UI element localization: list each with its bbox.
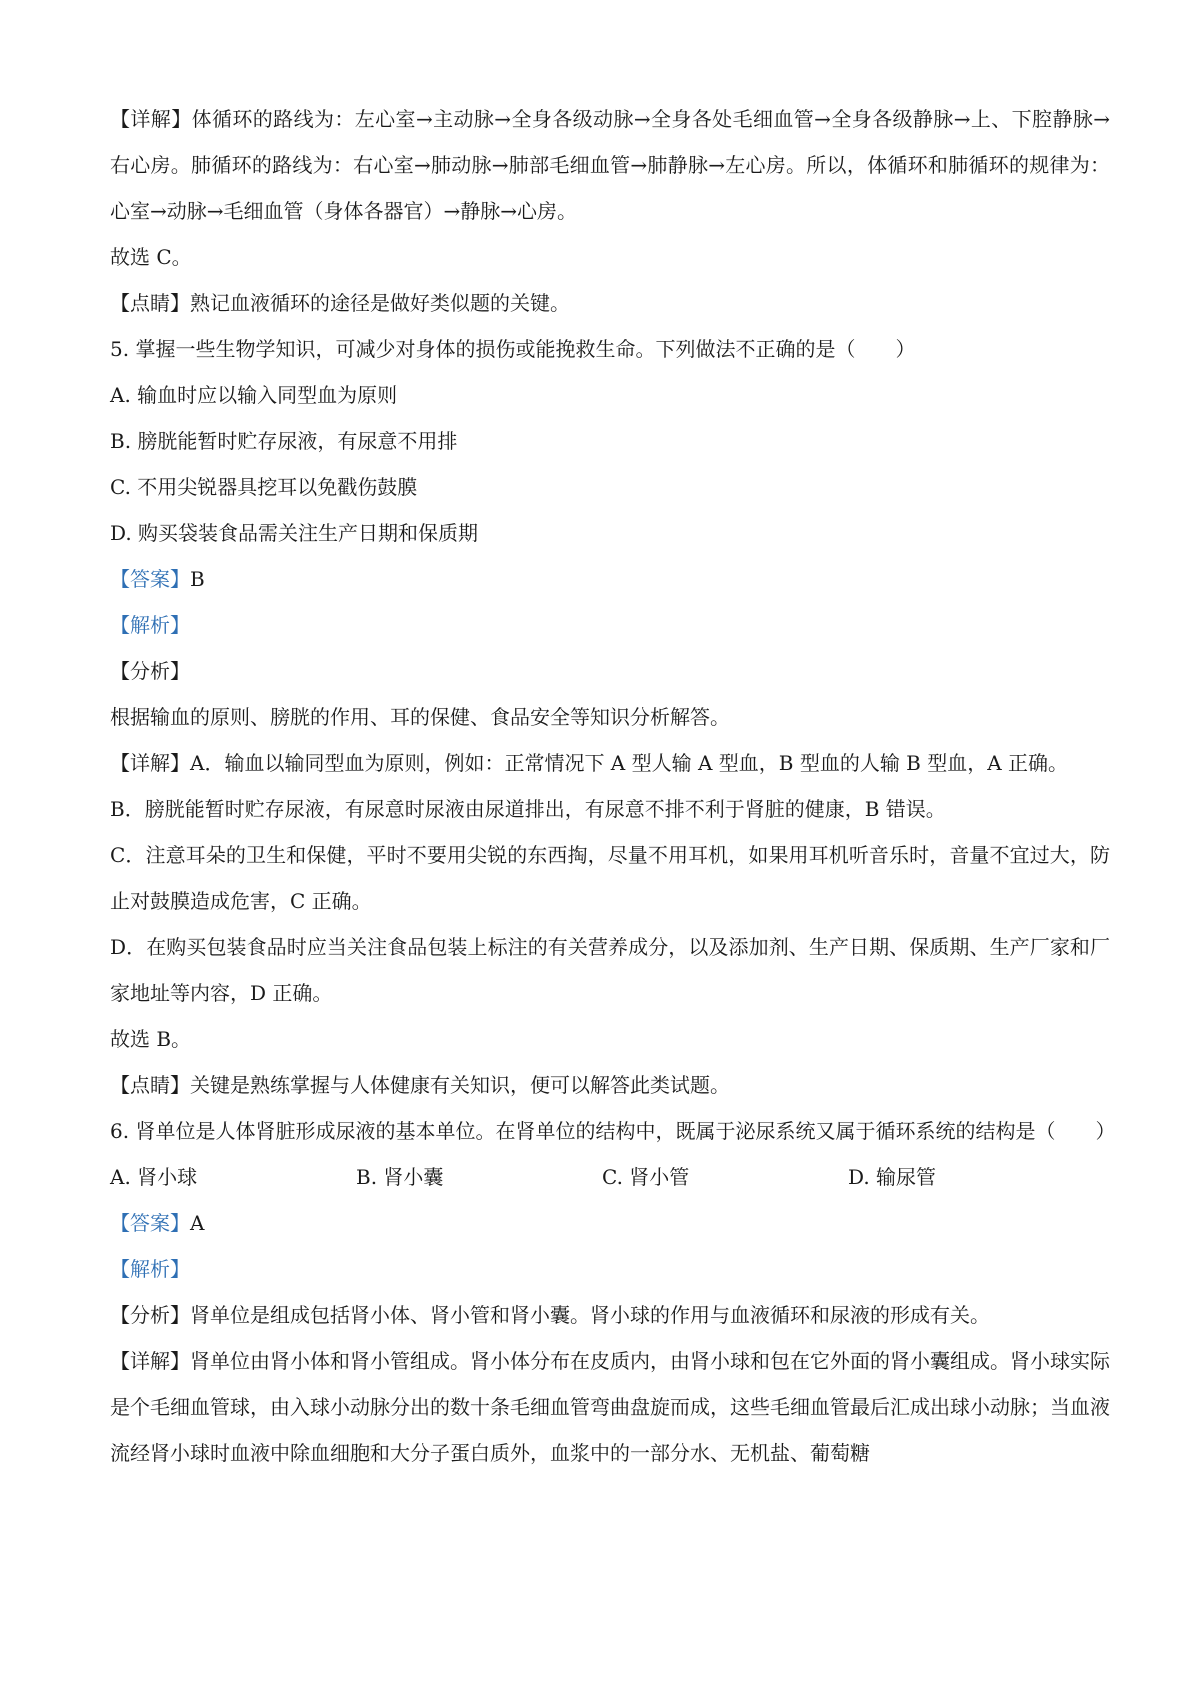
answer-label: 【答案】 bbox=[110, 567, 190, 591]
text-line: 根据输血的原则、膀胱的作用、耳的保健、食品安全等知识分析解答。 bbox=[110, 705, 730, 729]
text-line: D. 购买袋装食品需关注生产日期和保质期 bbox=[110, 521, 479, 545]
analysis-label: 【解析】 bbox=[110, 613, 190, 637]
text-line: B. 膀胱能暂时贮存尿液，有尿意不用排 bbox=[110, 429, 458, 453]
option-item: B. 肾小囊 bbox=[356, 1165, 444, 1189]
analysis-label: 【解析】 bbox=[110, 1257, 190, 1281]
text-line: 5. 掌握一些生物学知识，可减少对身体的损伤或能挽救生命。下列做法不正确的是（ ） bbox=[110, 337, 916, 361]
answer-label: 【答案】 bbox=[110, 1211, 190, 1235]
paragraph: C．注意耳朵的卫生和保健，平时不要用尖锐的东西掏，尽量不用耳机，如果用耳机听音乐时，音量不宜过大，防止对鼓膜造成危害，C 正确。 bbox=[110, 843, 1110, 913]
answer-value: A bbox=[190, 1211, 205, 1235]
text-line: A. 输血时应以输入同型血为原则 bbox=[110, 383, 398, 407]
paragraph: D．在购买包装食品时应当关注食品包装上标注的有关营养成分，以及添加剂、生产日期、保质期、生产厂家和厂家地址等内容，D 正确。 bbox=[110, 935, 1110, 1005]
answer-line bbox=[110, 1200, 1110, 1246]
paragraph: 6. 肾单位是人体肾脏形成尿液的基本单位。在肾单位的结构中，既属于泌尿系统又属于循环系统的结构是（ ） bbox=[110, 1119, 1116, 1143]
text-line: 故选 C。 bbox=[110, 245, 192, 269]
option-item: A. 肾小球 bbox=[110, 1165, 198, 1189]
document-body bbox=[110, 96, 1116, 1476]
option-item: D. 输尿管 bbox=[848, 1165, 937, 1189]
text-line: 【点睛】熟记血液循环的途径是做好类似题的关键。 bbox=[110, 291, 570, 315]
options-row bbox=[110, 1154, 1110, 1200]
text-line: C. 不用尖锐器具挖耳以免戳伤鼓膜 bbox=[110, 475, 418, 499]
text-line: 【分析】 bbox=[110, 659, 190, 683]
paragraph: 【详解】肾单位由肾小体和肾小管组成。肾小体分布在皮质内，由肾小球和包在它外面的肾小囊组成。肾小球实际是个毛细血管球，由入球小动脉分出的数十条毛细血管弯曲盘旋而成，这些毛细血管最后汇成出球小动脉；当血液流经肾小球时血液中除血细胞和大分子蛋白质外，血浆中的一部分水、无机盐、葡萄糖 bbox=[110, 1349, 1110, 1465]
text-line: 【分析】肾单位是组成包括肾小体、肾小管和肾小囊。肾小球的作用与血液循环和尿液的形成有关。 bbox=[110, 1303, 990, 1327]
text-line: 【详解】A．输血以输同型血为原则，例如：正常情况下 A 型人输 A 型血，B 型血的人输 B 型血，A 正确。 bbox=[110, 751, 1069, 775]
text-line: B．膀胱能暂时贮存尿液，有尿意时尿液由尿道排出，有尿意不排不利于肾脏的健康，B 错误。 bbox=[110, 797, 946, 821]
answer-value: B bbox=[190, 567, 205, 591]
option-item: C. 肾小管 bbox=[602, 1165, 690, 1189]
text-line: 故选 B。 bbox=[110, 1027, 192, 1051]
answer-line bbox=[110, 556, 1110, 602]
paragraph: 【详解】体循环的路线为：左心室→主动脉→全身各级动脉→全身各处毛细血管→全身各级静脉→上、下腔静脉→右心房。肺循环的路线为：右心室→肺动脉→肺部毛细血管→肺静脉→左心房。所以，体循环和肺循环的规律为：心室→动脉→毛细血管（身体各器官）→静脉→心房。 bbox=[110, 107, 1110, 223]
text-line: 【点睛】关键是熟练掌握与人体健康有关知识，便可以解答此类试题。 bbox=[110, 1073, 730, 1097]
